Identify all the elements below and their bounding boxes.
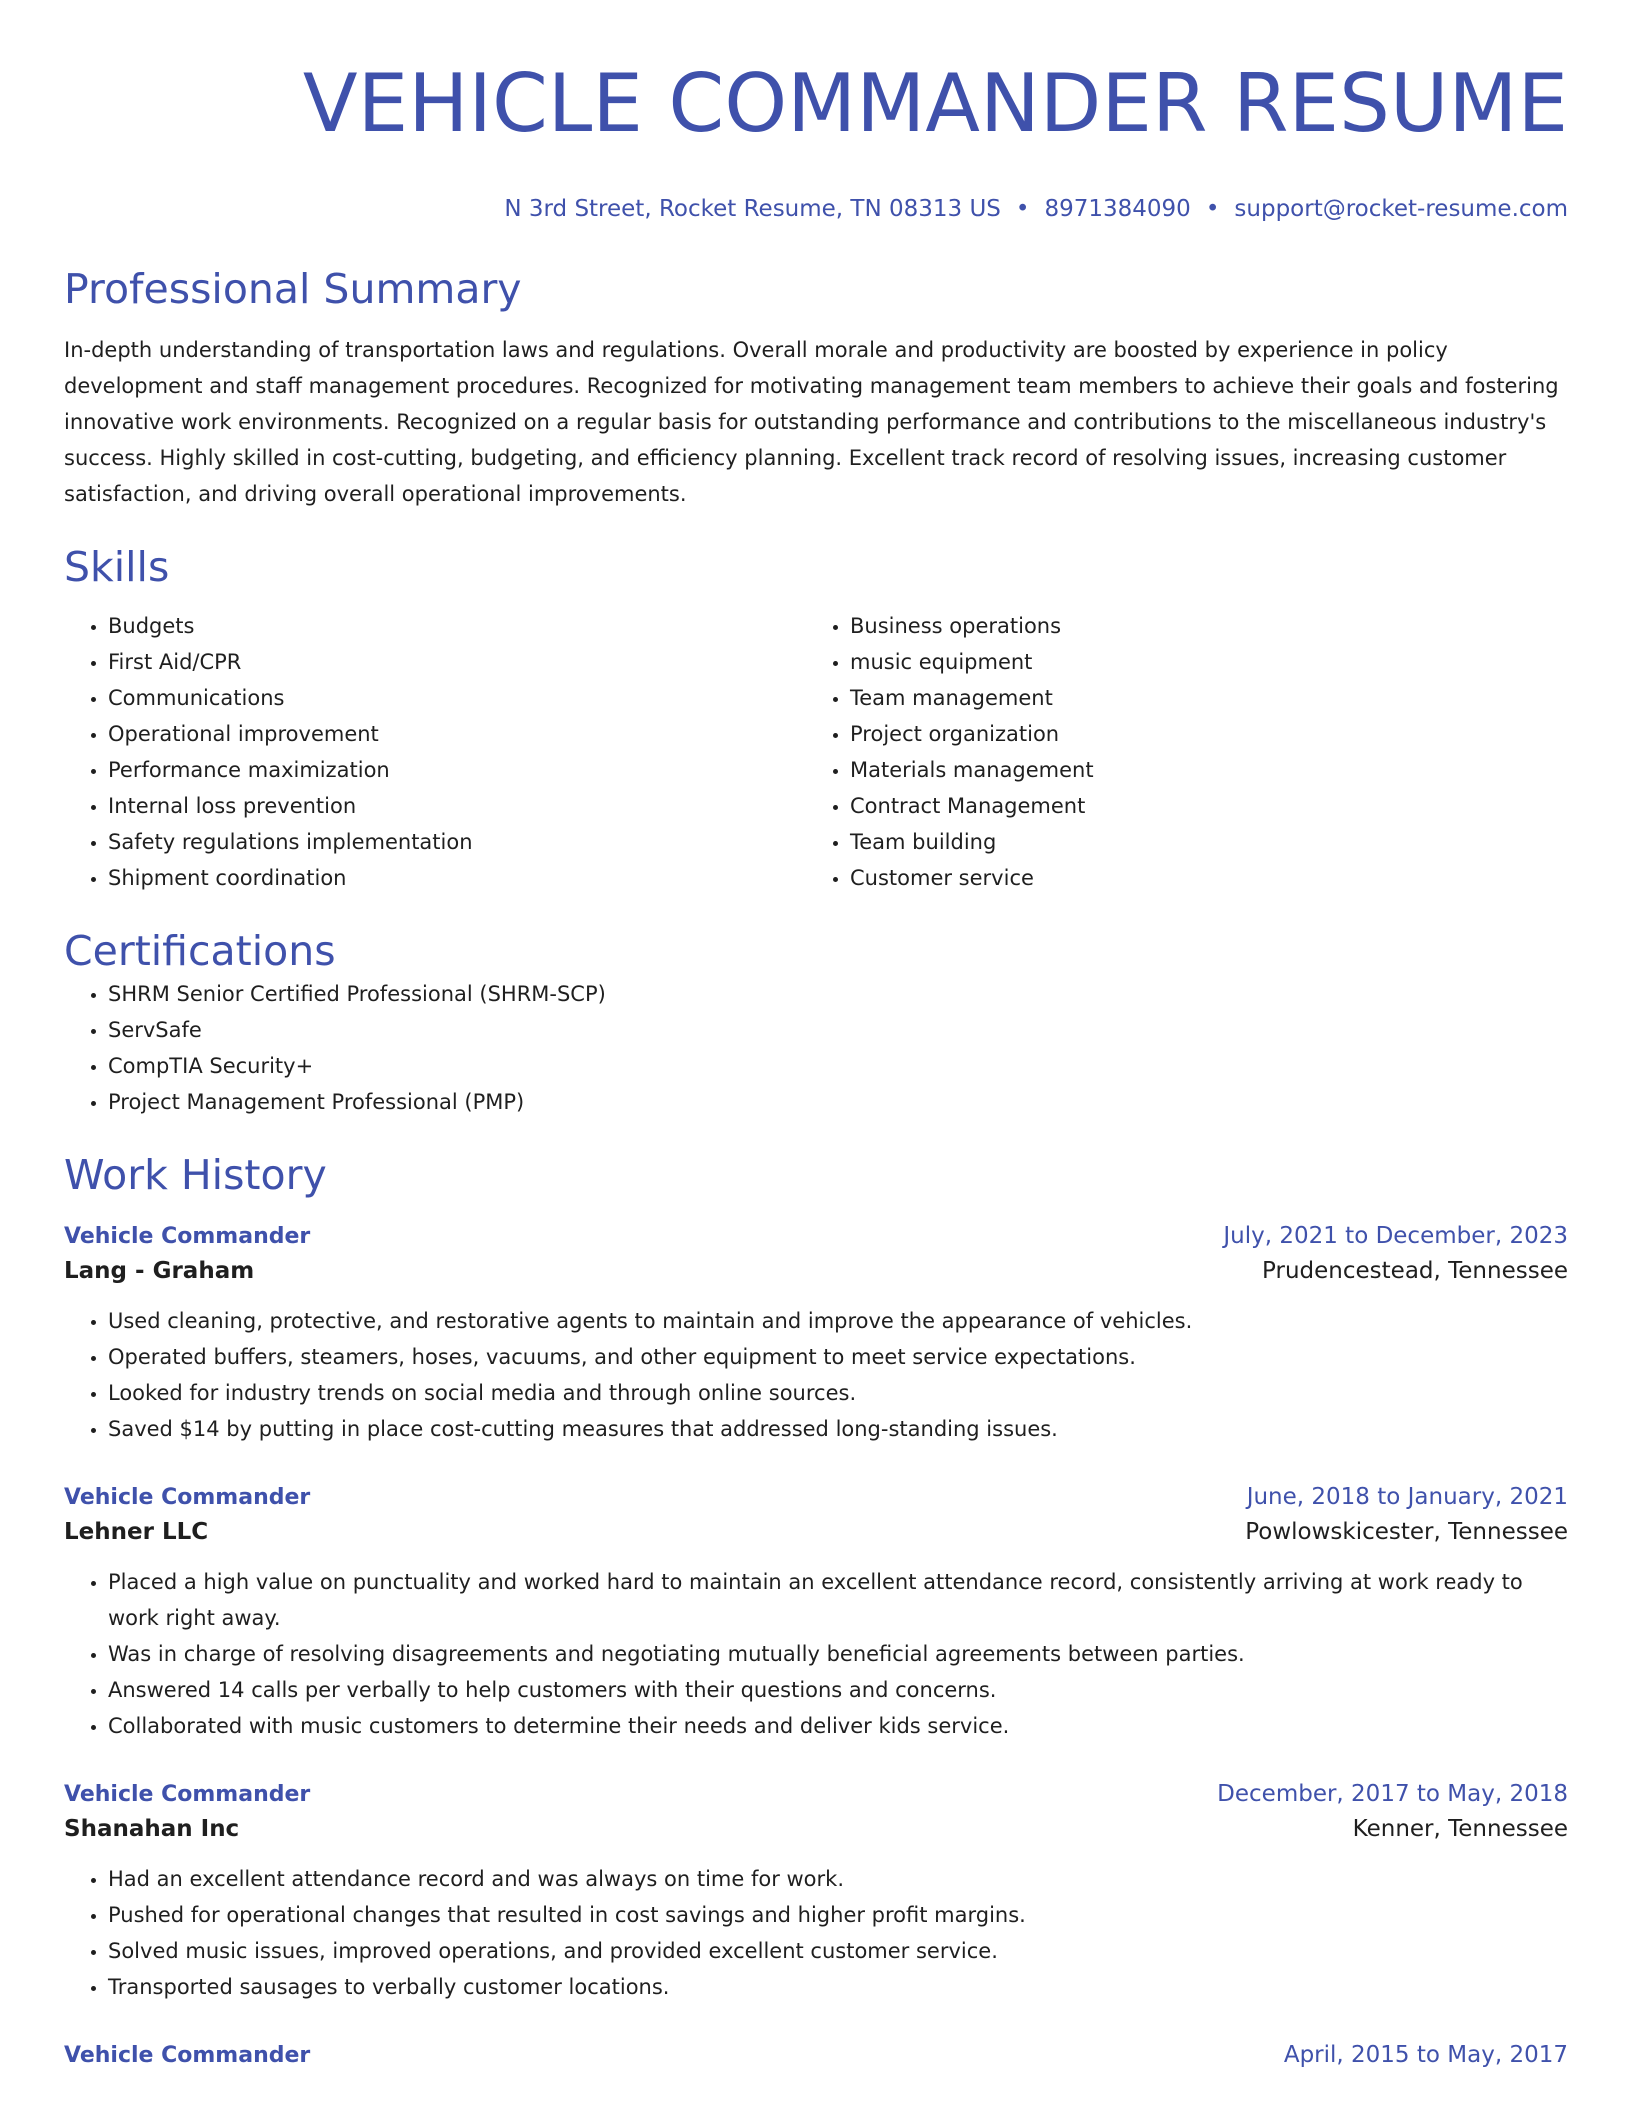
skill-item: • First Aid/CPR — [108, 644, 806, 680]
job-location: Prudencestead, Tennessee — [1262, 1258, 1568, 1284]
certification-item: • Project Management Professional (PMP) — [108, 1084, 1568, 1120]
job-entry — [64, 1778, 1568, 2005]
job-header-row — [64, 1778, 1568, 1811]
skill-item: • Safety regulations implementation — [108, 824, 806, 860]
contact-address: N 3rd Street, Rocket Resume, TN 08313 US — [504, 196, 1001, 222]
work-history-heading: Work History — [64, 1151, 327, 1199]
job-bullet: • Used cleaning, protective, and restorative agents to maintain and improve the appearance of vehicles. — [108, 1303, 1568, 1339]
job-bullet: • Solved music issues, improved operations, and provided excellent customer service. — [108, 1933, 1568, 1969]
skill-item: • Internal loss prevention — [108, 788, 806, 824]
job-bullet: • Transported sausages to verbally customer locations. — [108, 1969, 1568, 2005]
job-bullets — [64, 1564, 1568, 1744]
job-dates: December, 2017 to May, 2018 — [1217, 1781, 1568, 1807]
contact-separator: • — [1205, 196, 1220, 222]
certification-item: • CompTIA Security+ — [108, 1048, 1568, 1084]
skill-item: • Team management — [850, 680, 1568, 716]
skills-heading: Skills — [64, 543, 170, 591]
job-bullet: • Was in charge of resolving disagreements and negotiating mutually beneficial agreements between parties. — [108, 1636, 1568, 1672]
skills-list — [64, 608, 1568, 896]
skills-column-right — [806, 608, 1568, 896]
skill-item: • Customer service — [850, 860, 1568, 896]
job-company: Lang - Graham — [64, 1258, 255, 1284]
job-bullets — [64, 1303, 1568, 1447]
skill-item: • Contract Management — [850, 788, 1568, 824]
job-bullet: • Operated buffers, steamers, hoses, vacuums, and other equipment to meet service expectations. — [108, 1339, 1568, 1375]
job-bullet: • Placed a high value on punctuality and worked hard to maintain an excellent attendance record, consistently arriving at work ready to work right away. — [108, 1564, 1568, 1636]
skill-item: • Budgets — [108, 608, 806, 644]
job-company-row — [64, 1811, 1568, 1847]
resume-title: VEHICLE COMMANDER RESUME — [302, 57, 1568, 150]
job-bullet: • Had an excellent attendance record and was always on time for work. — [108, 1861, 1568, 1897]
job-title: Vehicle Commander — [64, 1782, 311, 1807]
job-bullet: • Saved $14 by putting in place cost-cutting measures that addressed long-standing issues. — [108, 1411, 1568, 1447]
contact-phone: 8971384090 — [1044, 196, 1191, 222]
job-dates: April, 2015 to May, 2017 — [1283, 2042, 1568, 2068]
job-company: Shanahan Inc — [64, 1816, 240, 1842]
job-header-row — [64, 2039, 1568, 2072]
job-dates: June, 2018 to January, 2021 — [1246, 1484, 1568, 1510]
skills-column-left — [64, 608, 806, 896]
skill-item: • Shipment coordination — [108, 860, 806, 896]
job-location: Kenner, Tennessee — [1352, 1816, 1568, 1842]
job-bullet: • Collaborated with music customers to determine their needs and deliver kids service. — [108, 1708, 1568, 1744]
certification-item: • SHRM Senior Certified Professional (SHRM-SCP) — [108, 976, 1568, 1012]
skill-item: • Business operations — [850, 608, 1568, 644]
contact-email[interactable]: support@rocket-resume.com — [1234, 196, 1568, 222]
job-bullets — [64, 1861, 1568, 2005]
skill-item: • Performance maximization — [108, 752, 806, 788]
skills-list-right — [806, 608, 1568, 896]
skill-item: • Team building — [850, 824, 1568, 860]
skill-item: • Project organization — [850, 716, 1568, 752]
job-company-row — [64, 1253, 1568, 1289]
job-header-row — [64, 1481, 1568, 1514]
skill-item: • Communications — [108, 680, 806, 716]
job-header-row — [64, 1220, 1568, 1253]
contact-separator: • — [1015, 196, 1030, 222]
job-entry — [64, 1481, 1568, 1744]
job-location: Powlowskicester, Tennessee — [1245, 1519, 1568, 1545]
job-company-row — [64, 1514, 1568, 1550]
skills-list-left — [64, 608, 806, 896]
summary-heading: Professional Summary — [64, 265, 522, 313]
job-title: Vehicle Commander — [64, 2043, 311, 2068]
skill-item: • Operational improvement — [108, 716, 806, 752]
job-title: Vehicle Commander — [64, 1485, 311, 1510]
job-bullet: • Answered 14 calls per verbally to help customers with their questions and concerns. — [108, 1672, 1568, 1708]
job-dates: July, 2021 to December, 2023 — [1223, 1223, 1568, 1249]
job-bullet: • Looked for industry trends on social media and through online sources. — [108, 1375, 1568, 1411]
job-entry — [64, 1220, 1568, 1447]
contact-line — [64, 194, 1568, 224]
job-bullet: • Pushed for operational changes that resulted in cost savings and higher profit margins. — [108, 1897, 1568, 1933]
skill-item: • Materials management — [850, 752, 1568, 788]
job-entry — [64, 2039, 1568, 2072]
certification-item: • ServSafe — [108, 1012, 1568, 1048]
certifications-list — [64, 976, 1568, 1120]
job-title: Vehicle Commander — [64, 1224, 311, 1249]
summary-text: In-depth understanding of transportation laws and regulations. Overall morale and productivity are boosted by experience in policy development and staff management procedures. Recognized for motivating management team members to achieve their goals and fostering innovative work environments. Recognized on a regular basis for outstanding performance and contributions to the miscellaneous industry's success. Highly skilled in cost-cutting, budgeting, and efficiency planning. Excellent track record of resolving issues, increasing customer satisfaction, and driving overall operational improvements. — [64, 338, 1559, 506]
job-company: Lehner LLC — [64, 1519, 209, 1545]
skill-item: • music equipment — [850, 644, 1568, 680]
certifications-heading: Certifications — [64, 927, 336, 975]
